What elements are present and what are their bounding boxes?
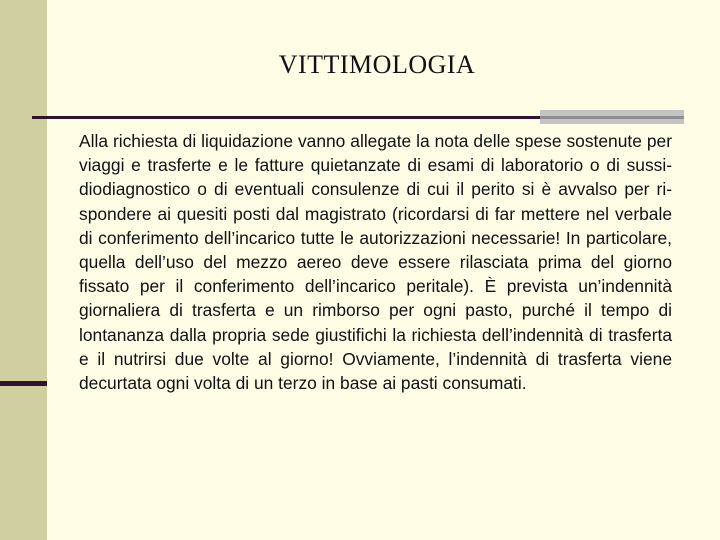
title-rule-block-line [540, 116, 684, 119]
sidebar-accent-line [0, 381, 47, 386]
slide-body-text: Alla richiesta di liquidazione vanno allegate la nota delle spese sostenute per viaggi e trasferte e le fatture quietanzate di esami di laboratorio o di sussi-diodiagnostico o di eventuali consulenze di cui il perito si è avvalso per ri-spondere ai quesiti posti dal magistrato (ricordarsi di far mettere nel verbale di conferimento dell’incarico tutte le autorizzazioni necessarie! In particolare, quella dell’uso del mezzo aereo deve essere rilasciata prima del giorno fissato per il conferimento dell’incarico peritale). È prevista un’indennità giornaliera di trasferta e un rimborso per ogni pasto, purché il tempo di lontananza dalla propria sede giustifichi la richiesta dell’indennità di trasferta e il nutrirsi due volte al giorno! Ovviamente, l’indennità di trasferta viene decurtata ogni volta di un terzo in base ai pasti consumati. [79, 131, 672, 394]
left-sidebar-band [0, 0, 47, 540]
slide-title: VITTIMOLOGIA [278, 50, 476, 79]
